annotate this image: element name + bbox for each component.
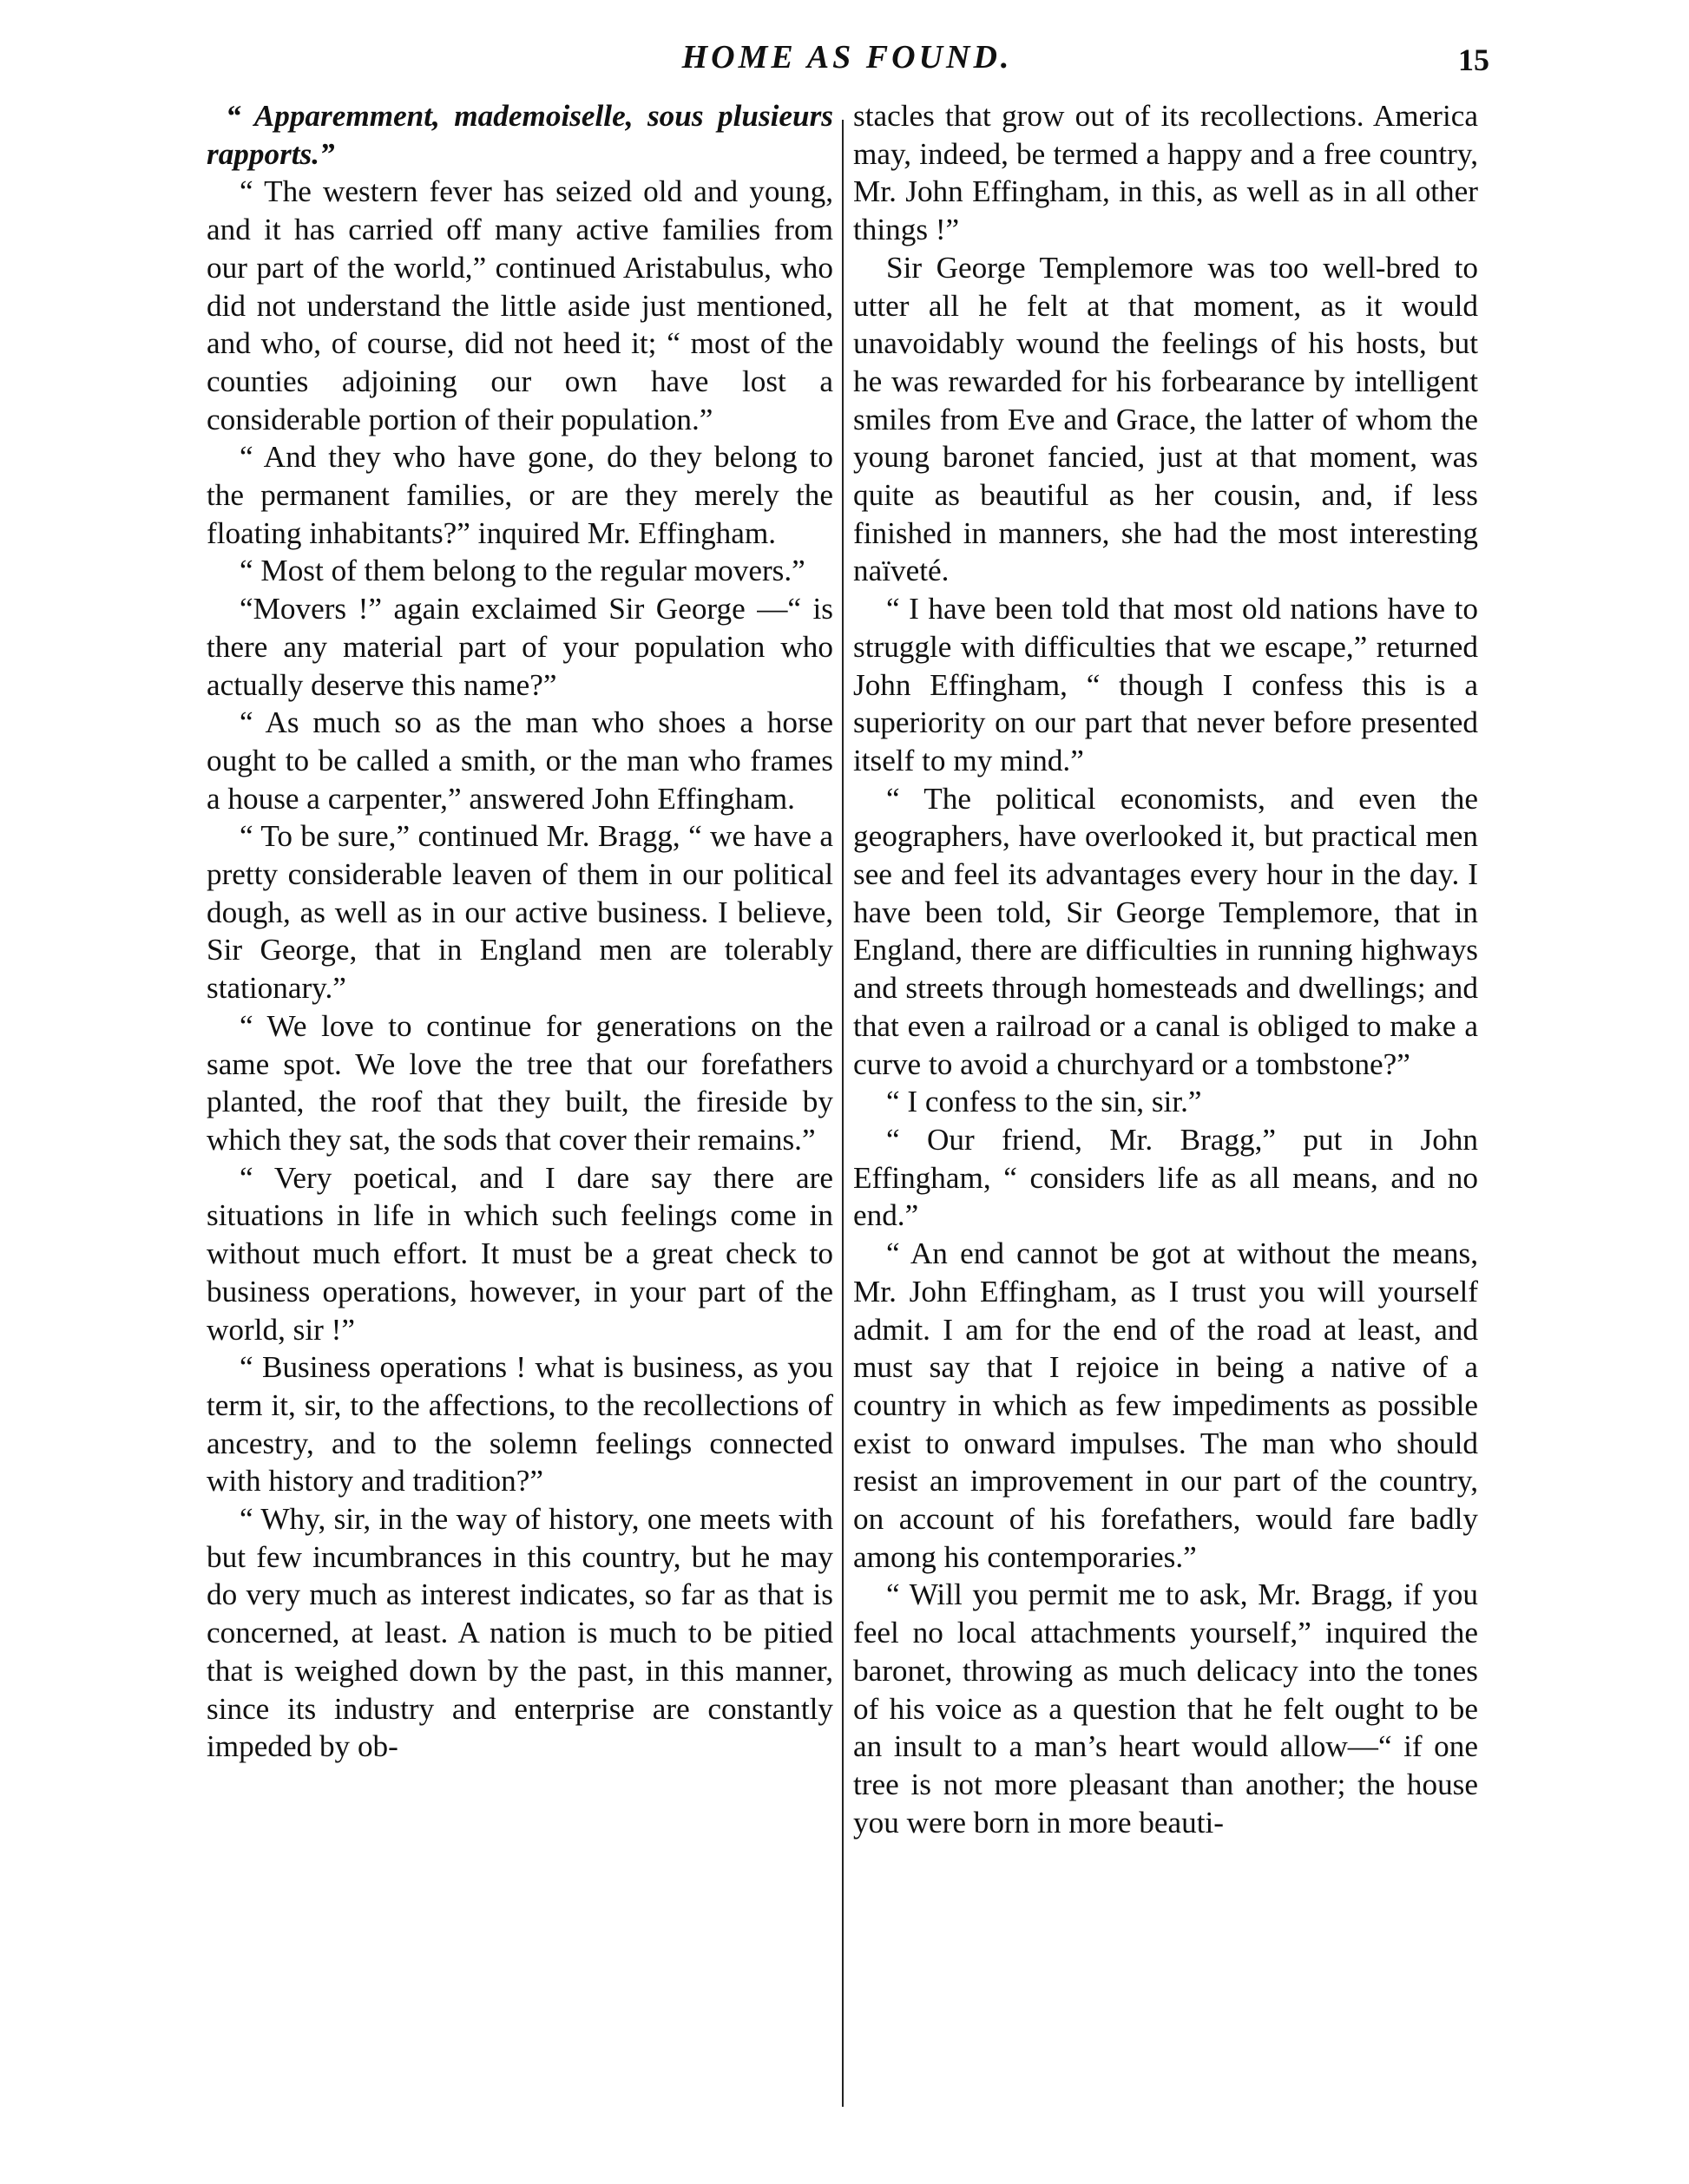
paragraph: “Movers !” again exclaimed Sir George —“ is there any material part of your population who actually deserve this name?”	[207, 592, 833, 702]
paragraph: “ Very poetical, and I dare say there are situations in life in which such feelings come in without much effort. It must be a great check to business operations, however, in your part of the world, sir !”	[207, 1160, 833, 1347]
left-column	[207, 97, 833, 1766]
paragraph: “ Our friend, Mr. Bragg,” put in John Effingham, “ considers life as all means, and no end.”	[853, 1122, 1478, 1233]
running-head	[205, 38, 1489, 90]
paragraph: “ The political economists, and even the geographers, have overlooked it, but practical men see and feel its advantages every hour in the day. I have been told, Sir George Templemore, that in England, there are difficulties in running highways and streets through homesteads and dwellings; and that even a railroad or a canal is obliged to make a curve to avoid a churchyard or a tombstone?”	[853, 781, 1478, 1081]
paragraph: “ Business operations ! what is business, as you term it, sir, to the affections, to the recollections of ancestry, and to the solemn feelings connected with history and tradition?”	[207, 1350, 833, 1499]
paragraph: “ To be sure,” continued Mr. Bragg, “ we have a pretty considerable leaven of them in our political dough, as well as in our active business. I believe, Sir George, that in England men are tolerably stationary.”	[207, 819, 833, 1006]
paragraph: “ As much so as the man who shoes a horse ought to be called a smith, or the man who frames a house a carpenter,” answered John Effingham.	[207, 705, 833, 816]
paragraph: “ Most of them belong to the regular movers.”	[240, 554, 805, 588]
paragraph: “ I confess to the sin, sir.”	[886, 1085, 1202, 1119]
paragraph: “ And they who have gone, do they belong to the permanent families, or are they merely the floating inhabitants?” inquired Mr. Effingham.	[207, 440, 833, 550]
column-divider	[842, 120, 844, 2107]
running-title: HOME AS FOUND.	[681, 39, 1013, 75]
paragraph: “ The western fever has seized old and young, and it has carried off many active families from our part of the world,” continued Aristabulus, who did not understand the little aside just mentioned, and who, of course, did not heed it; “ most of the counties adjoining our own have lost a considerable portion of their population.”	[207, 174, 833, 436]
paragraph: “ Why, sir, in the way of history, one meets with but few incumbrances in this country, but he may do very much as interest indicates, so far as that is concerned, at least. A nation is much to be pitied that is weighed down by the past, in this manner, since its industry and enterprise are constantly impeded by ob-	[207, 1502, 833, 1764]
paragraph-continuation: stacles that grow out of its recollections. America may, indeed, be termed a happy and a free country, Mr. John Effingham, in this, as well as in all other things !”	[853, 99, 1478, 247]
paragraph: “ An end cannot be got at without the means, Mr. John Effingham, as I trust you will yourself admit. I am for the end of the road at least, and must say that I rejoice in being a native of a country in which as few impediments as possible exist to onward impulses. The man who should resist an improvement in our part of the country, on account of his forefathers, would fare badly among his contemporaries.”	[853, 1236, 1478, 1574]
paragraph: “ Will you permit me to ask, Mr. Bragg, if you feel no local attachments yourself,” inquired the baronet, throwing as much delicacy into the tones of his voice as a question that he felt ought to be an insult to a man’s heart would allow—“ if one tree is not more pleasant than another; the house you were born in more beauti-	[853, 1577, 1478, 1840]
right-column	[853, 97, 1478, 1841]
paragraph-italic-quote: “ Apparemment, mademoiselle, sous plusieurs rapports.”	[207, 99, 833, 171]
paragraph: “ We love to continue for generations on the same spot. We love the tree that our forefathers planted, the roof that they built, the fireside by which they sat, the sods that cover their remains.”	[207, 1008, 833, 1157]
paragraph: “ I have been told that most old nations have to struggle with difficulties that we escape,” returned John Effingham, “ though I confess this is a superiority on our part that never before presented itself to my mind.”	[853, 592, 1478, 777]
paragraph: Sir George Templemore was too well-bred to utter all he felt at that moment, as it would unavoidably wound the feelings of his hosts, but he was rewarded for his forbearance by intelligent smiles from Eve and Grace, the latter of whom the young baronet fancied, just at that moment, was quite as beautiful as her cousin, and, if less finished in manners, she had the most interesting naïveté.	[853, 250, 1478, 588]
page-number: 15	[1458, 43, 1489, 77]
